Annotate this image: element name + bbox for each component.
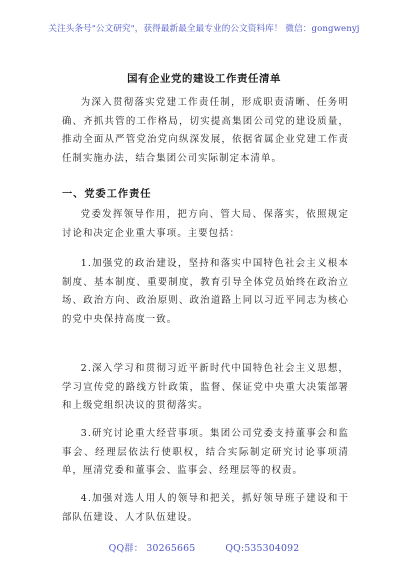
- qq-group-text: QQ群： 30265665: [108, 543, 196, 554]
- section-heading: 一、党委工作责任: [62, 189, 152, 200]
- intro-paragraph: 为深入贯彻落实党建工作责任制，形成职责清晰、任务明确、齐抓共管的工作格局，切实提高集团公司党的建设质量，推动全面从严管党治党向纵深发展，依据省属企业党建工作责任制实施办法，结合集团公司实际制定本清单。: [62, 97, 349, 165]
- section-lead-paragraph: 党委发挥领导作用，把方向、管大局、保落实，依照规定讨论和决定企业重大事项。主要包括：: [62, 209, 349, 239]
- list-item: 3.研究讨论重大经营事项。集团公司党委支持董事会和监事会、经理层依法行使职权，结合实际制定研究讨论事项清单，厘清党委和董事会、监事会、经理层等的权责。: [62, 428, 349, 477]
- qq-text: QQ:535304092: [225, 543, 300, 554]
- document-title: 国有企业党的建设工作责任清单: [127, 73, 281, 85]
- header-banner: 关注头条号"公文研究"，获得最新最全最专业的公文资料库！ 微信：gongwenyj: [48, 24, 360, 34]
- list-item: 1.加强党的政治建设，坚持和落实中国特色社会主义根本制度、基本制度、重要制度，教育引导全体党员始终在政治立场、政治方向、政治原则、政治道路上同以习近平同志为核心的党中央保持高度一致。: [62, 258, 349, 326]
- footer-contact: [0, 540, 408, 554]
- list-item: 2.深入学习和贯彻习近平新时代中国特色社会主义思想，学习宣传党的路线方针政策，监督、保证党中央重大决策部署和上级党组织决议的贯彻落实。: [62, 363, 349, 412]
- list-item: 4.加强对选人用人的领导和把关，抓好领导班子建设和干部队伍建设、人才队伍建设。: [62, 493, 349, 523]
